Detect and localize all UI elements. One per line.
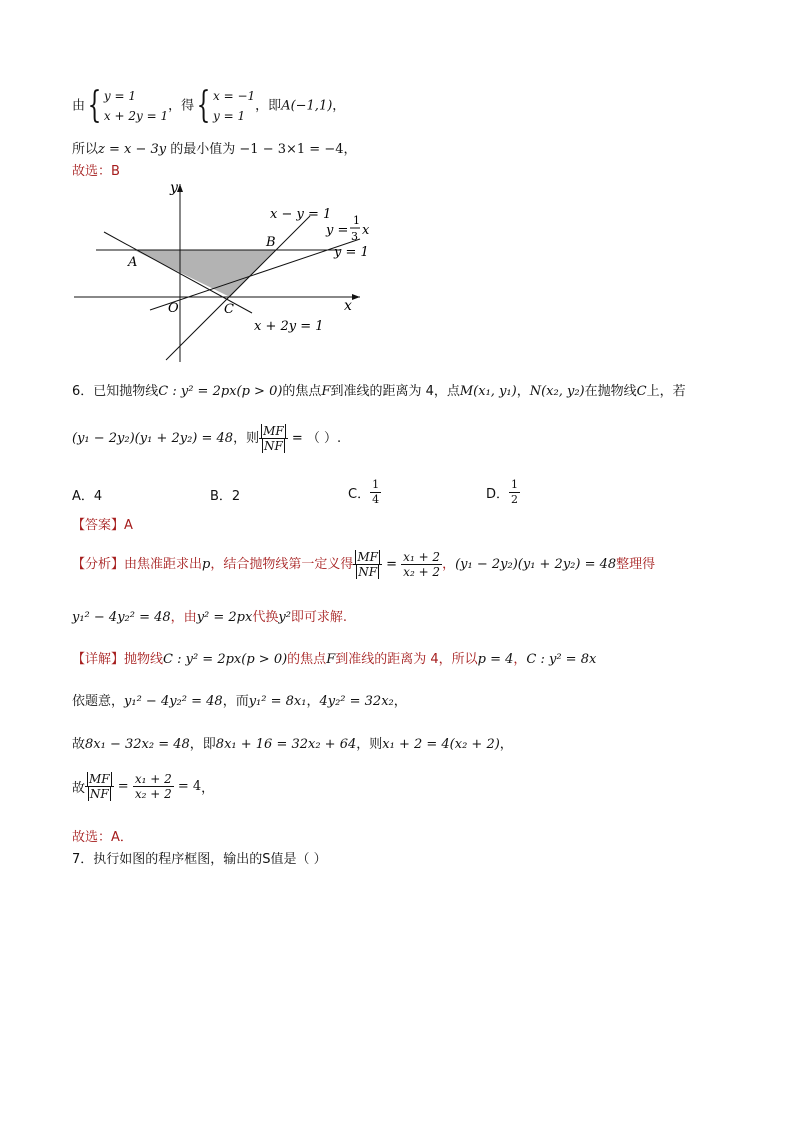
detail-l2-f: ， <box>393 694 407 709</box>
text-min: 的最小值为 <box>166 142 240 157</box>
detail-f: F <box>326 652 336 667</box>
detail-cond: (p > 0) <box>241 652 288 667</box>
option-d <box>486 478 520 507</box>
option-a: A．4 <box>72 489 103 504</box>
analysis-t5: ，由 <box>170 610 197 625</box>
text-ji: ，即 <box>255 98 282 114</box>
analysis-frac-den: x₂ + 2 <box>403 565 441 579</box>
solution-line-system <box>72 86 345 126</box>
detail-l2-b: ，而 <box>222 694 249 709</box>
detail-l2-pre: 依题意， <box>72 694 125 709</box>
detail-l4-eq2: = 4 <box>173 779 202 794</box>
answer-tag: 【答案】 <box>72 518 125 533</box>
option-c-den: 4 <box>372 493 380 506</box>
detail-p4: p = 4 <box>477 652 514 667</box>
option-c-num: 1 <box>372 478 380 491</box>
answer-value: A <box>124 518 133 533</box>
detail-t1: 抛物线 <box>124 652 164 667</box>
q6-focus-f: F <box>321 384 331 399</box>
detail-l4-den: NF <box>89 787 109 801</box>
detail-line-4 <box>72 772 214 801</box>
analysis-t2: ，结合抛物线第一定义得 <box>210 557 354 572</box>
answer-line <box>72 514 133 533</box>
line-x-minus-y-eq-1 <box>166 216 310 360</box>
text-end: ， <box>343 142 357 157</box>
option-d-num: 1 <box>511 478 519 491</box>
detail-l3-a: 8x₁ − 32x₂ = 48 <box>85 737 190 752</box>
option-d-frac <box>509 478 520 507</box>
analysis-ratio-num: MF <box>357 550 378 564</box>
q6-stem-line-2 <box>72 424 341 453</box>
analysis-t4: 整理得 <box>616 557 656 572</box>
label-line-third-post: x <box>362 223 370 238</box>
text-suoyi: 所以 <box>72 142 99 157</box>
detail-l3-f: ， <box>499 737 513 752</box>
detail-l4-num: MF <box>89 772 110 786</box>
q6-ask: = （ ）. <box>287 431 342 446</box>
analysis-ratio-den: NF <box>358 565 378 579</box>
label-o: O <box>168 301 179 316</box>
detail-l3-c: 8x₁ + 16 = 32x₂ + 64 <box>215 737 357 752</box>
analysis-line-2 <box>72 606 347 625</box>
q6-ratio-den: NF <box>263 439 283 453</box>
q6-text-c: 到准线的距离为 4，点 <box>330 384 460 399</box>
shaded-region <box>134 250 276 297</box>
q6-text-b: 的焦点 <box>282 384 322 399</box>
point-a: A(−1,1) <box>281 98 333 114</box>
text-end: ， <box>332 98 346 114</box>
q6-text-e: 上，若 <box>646 384 686 399</box>
detail-l4-eq1: = <box>113 779 133 794</box>
feasible-region-graph <box>70 176 390 366</box>
analysis-frac-num: x₁ + 2 <box>403 550 441 564</box>
solution-line-min <box>72 138 357 157</box>
option-b: B．2 <box>210 489 241 504</box>
analysis-t6: 代换 <box>252 610 279 625</box>
q6-comma: ， <box>516 384 530 399</box>
q6-parabola: C : y² = 2px <box>158 384 237 399</box>
system-2 <box>213 86 255 126</box>
detail-t2: 的焦点 <box>287 652 327 667</box>
analysis-equals: = <box>382 557 402 572</box>
detail-l2-c: y₁² = 8x₁ <box>248 694 307 709</box>
label-line-y-eq-1: y = 1 <box>334 245 369 260</box>
detail-line-1 <box>72 648 596 667</box>
label-line-x-minus-y: x − y = 1 <box>270 207 332 222</box>
option-c-frac <box>370 478 381 507</box>
analysis-tag: 【分析】 <box>72 557 125 572</box>
analysis-p: p <box>202 557 211 572</box>
detail-parabola: C : y² = 2px <box>163 652 242 667</box>
analysis-t7: 即可求解. <box>290 610 348 625</box>
left-brace: { <box>87 85 102 126</box>
detail-l3-e: x₁ + 2 = 4(x₂ + 2) <box>382 737 500 752</box>
label-line-third-num: 1 <box>353 214 360 227</box>
q7-stem: 7．执行如图的程序框图，输出的S值是（ ） <box>72 852 327 867</box>
analysis-y2: y² <box>278 610 291 625</box>
detail-l4-fden: x₂ + 2 <box>134 787 172 801</box>
detail-l2-e: 4y₂² = 32x₂ <box>319 694 394 709</box>
detail-l3-b: ，即 <box>189 737 216 752</box>
detail-l3-pre: 故 <box>72 737 86 752</box>
label-line-third-den: 3 <box>351 230 358 243</box>
q6-condition: (p > 0) <box>236 384 283 399</box>
x-axis-arrow <box>352 294 360 300</box>
q6-point-n: N(x₂, y₂) <box>529 384 585 399</box>
z-expression: z = x − 3y <box>98 142 167 157</box>
label-line-third-pre: y = <box>326 223 349 238</box>
system-1-eq-b: x + 2y = 1 <box>103 109 169 123</box>
analysis-line-1 <box>72 550 655 579</box>
min-value: −1 − 3×1 = −4 <box>239 142 344 157</box>
q6-curve-c: C <box>636 384 647 399</box>
detail-t4: ， <box>513 652 527 667</box>
q6-then: ，则 <box>233 431 260 446</box>
detail-t3: 到准线的距离为 4，所以 <box>335 652 478 667</box>
option-c-label: C． <box>348 487 371 502</box>
label-c: C <box>224 302 234 317</box>
option-d-den: 2 <box>511 493 519 506</box>
label-line-x-plus-2y: x + 2y = 1 <box>254 319 324 334</box>
analysis-eq: (y₁ − 2y₂)(y₁ + 2y₂) = 48 <box>455 557 617 572</box>
q6-ratio <box>259 424 288 453</box>
q6-ratio-num: MF <box>263 424 284 438</box>
detail-l4-end: ， <box>201 781 215 796</box>
system-1-eq-a: y = 1 <box>103 89 137 103</box>
detail-l4-fraction <box>133 772 174 801</box>
q6-point-m: M(x₁, y₁) <box>459 384 517 399</box>
label-y: y <box>170 180 178 196</box>
detail-l2-d: ， <box>306 694 320 709</box>
q6-equation: (y₁ − 2y₂)(y₁ + 2y₂) = 48 <box>72 431 234 446</box>
detail-l2-a: y₁² − 4y₂² = 48 <box>124 694 223 709</box>
detail-l3-d: ，则 <box>356 737 383 752</box>
option-c <box>348 478 381 507</box>
detail-l4-fnum: x₁ + 2 <box>134 772 172 786</box>
analysis-line2-eq: y₁² − 4y₂² = 48 <box>72 610 171 625</box>
system-2-eq-a: x = −1 <box>213 89 256 103</box>
choice-b-line: 故选：B <box>72 164 120 179</box>
analysis-ratio <box>353 550 382 579</box>
detail-c8: C : y² = 8x <box>526 652 597 667</box>
text-de: ，得 <box>168 98 195 114</box>
analysis-t1: 由焦准距求出 <box>124 557 203 572</box>
detail-l4-pre: 故 <box>72 781 86 796</box>
q6-text-d: 在抛物线 <box>584 384 637 399</box>
label-a: A <box>128 255 138 270</box>
analysis-fraction <box>401 550 442 579</box>
detail-line-3 <box>72 733 513 752</box>
detail-line-2 <box>72 690 407 709</box>
analysis-t3: ， <box>442 557 456 572</box>
detail-final: 故选：A． <box>72 830 133 845</box>
detail-tag: 【详解】 <box>72 652 125 667</box>
option-d-label: D． <box>486 487 510 502</box>
text-you: 由 <box>72 98 86 114</box>
label-b: B <box>266 235 276 250</box>
q6-stem-line-1 <box>72 380 686 399</box>
detail-l4-ratio <box>85 772 114 801</box>
label-x: x <box>344 298 352 314</box>
q6-text-a: 6．已知抛物线 <box>72 384 159 399</box>
system-1 <box>104 86 168 126</box>
analysis-sub: y² = 2px <box>196 610 253 625</box>
system-2-eq-b: y = 1 <box>213 109 246 123</box>
left-brace: { <box>196 85 211 126</box>
